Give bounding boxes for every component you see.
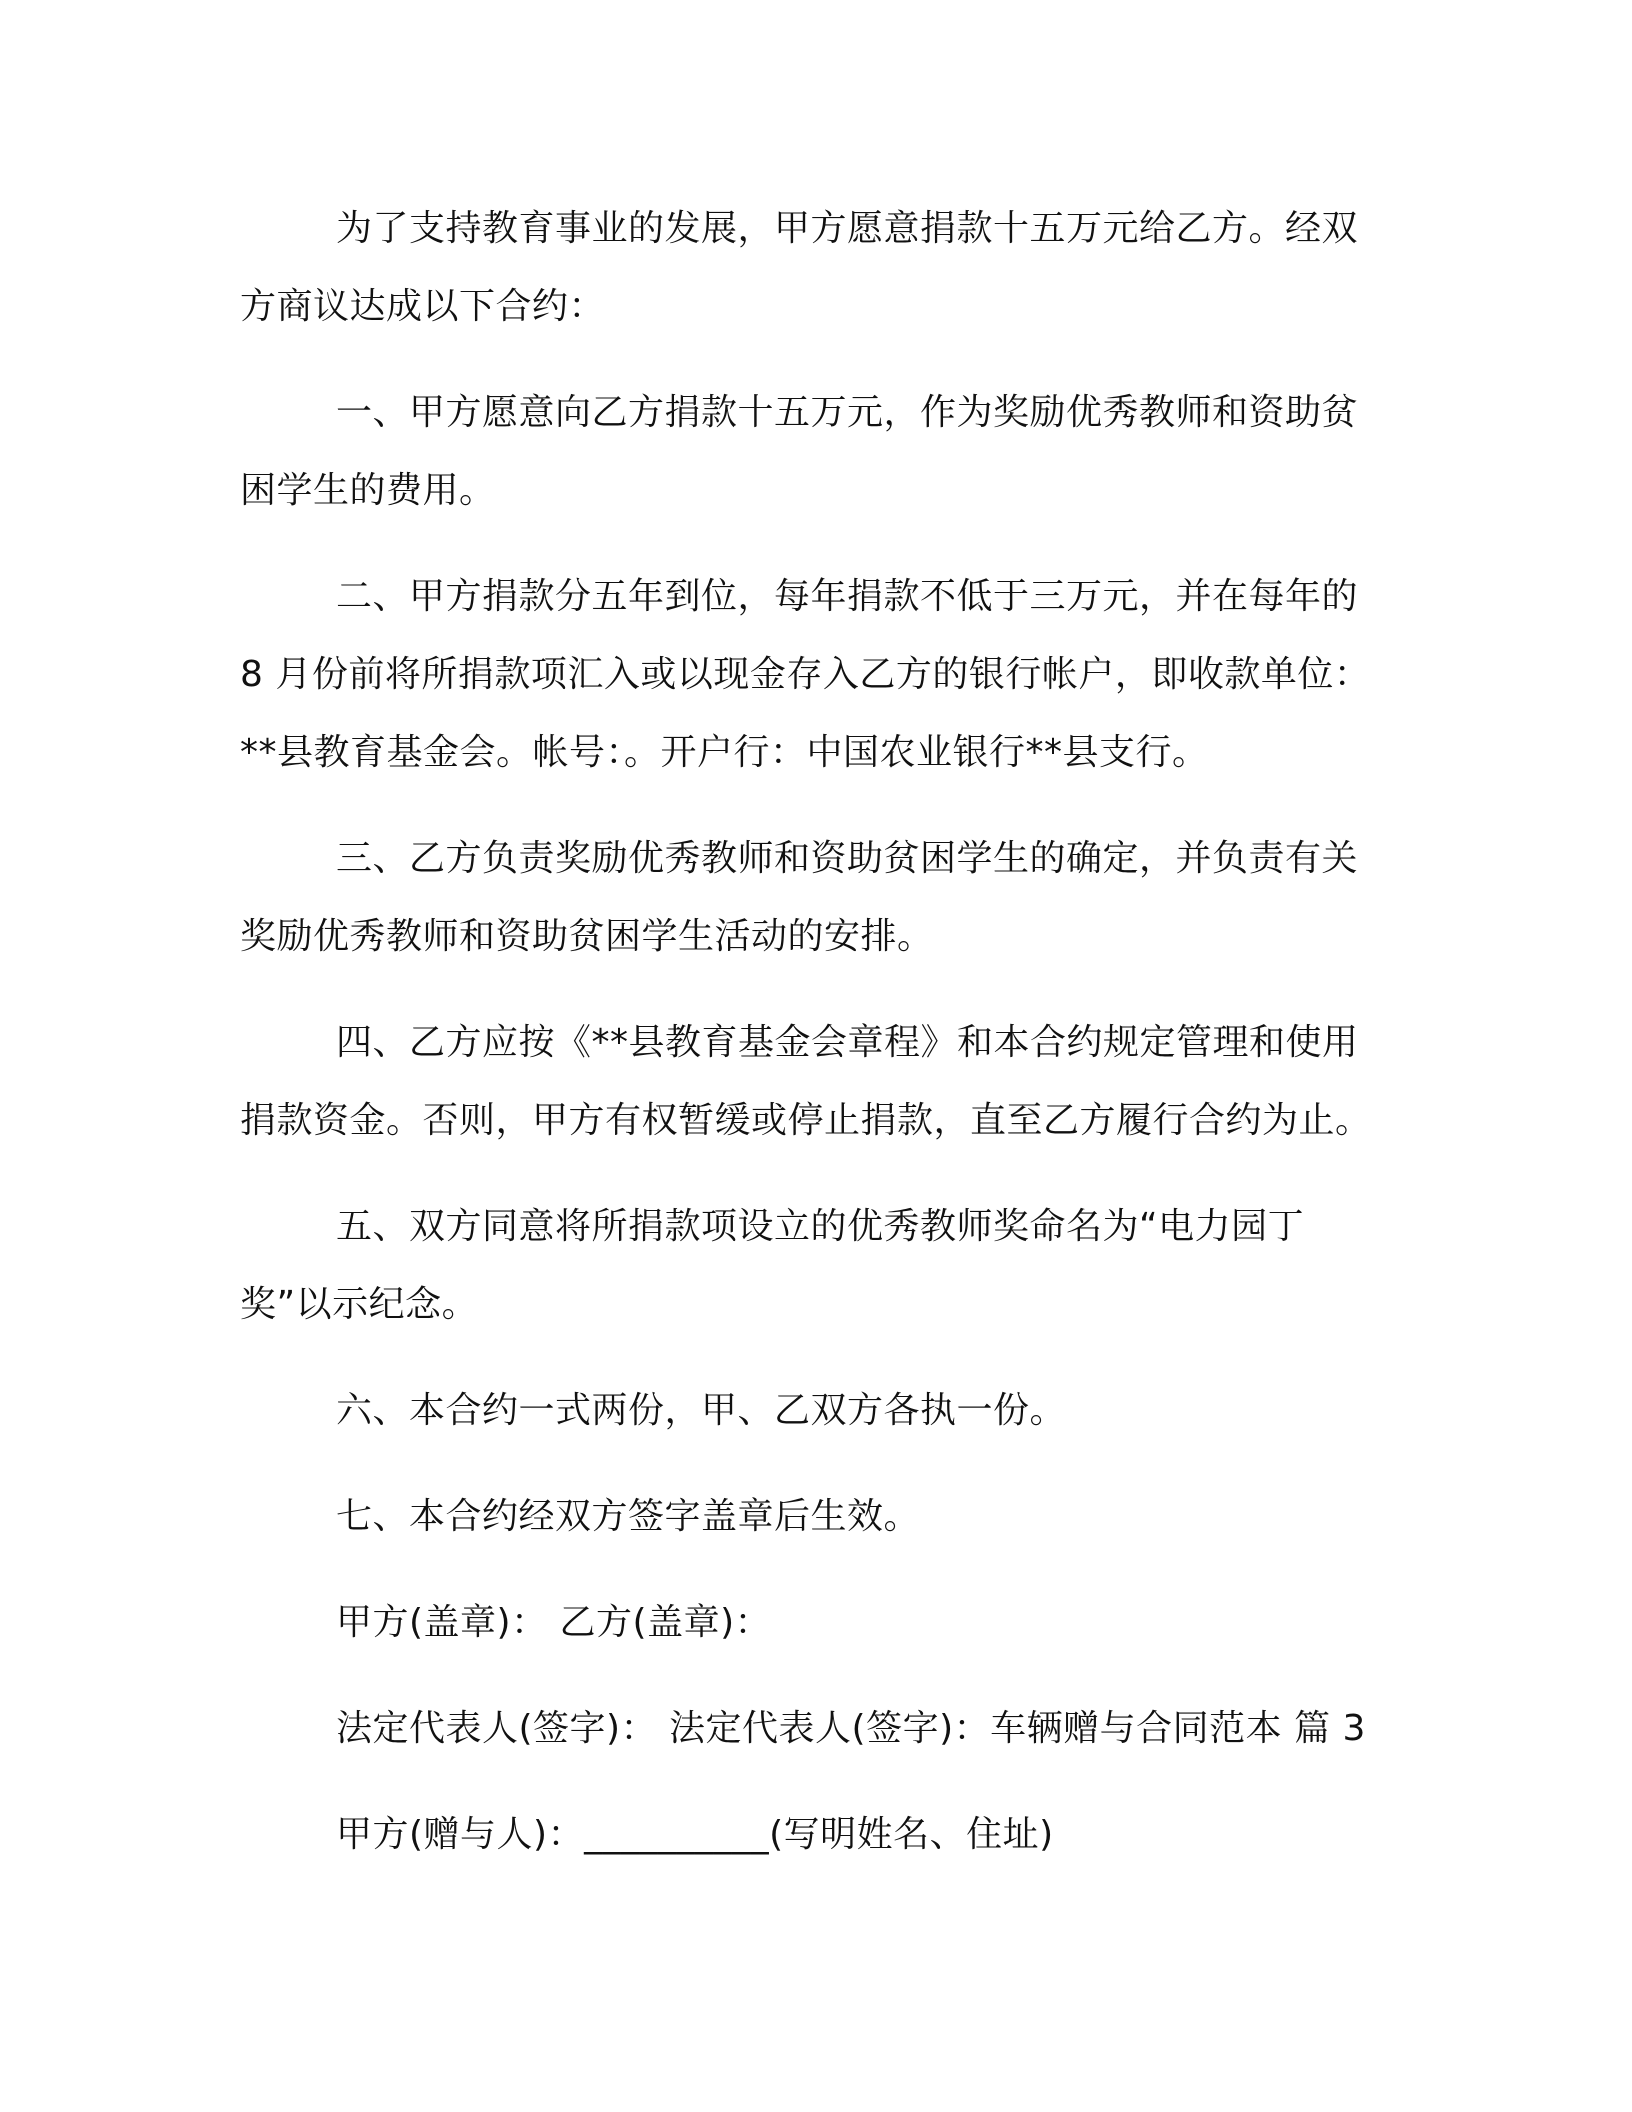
clause-5: 五、双方同意将所捐款项设立的优秀教师奖命名为“电力园丁奖”以示纪念。 xyxy=(240,1206,1305,1325)
clause-4: 四、乙方应按《**县教育基金会章程》和本合约规定管理和使用捐款资金。否则，甲方有权暂缓或停止捐款，直至乙方履行合约为止。 xyxy=(240,1022,1372,1141)
donor-line: 甲方(赠与人)：__________(写明姓名、住址) xyxy=(336,1814,1054,1855)
clause-3: 三、乙方负责奖励优秀教师和资助贫困学生的确定，并负责有关奖励优秀教师和资助贫困学生活动的安排。 xyxy=(240,838,1359,957)
paragraph-intro: 为了支持教育事业的发展，甲方愿意捐款十五万元给乙方。经双方商议达成以下合约： xyxy=(240,208,1359,327)
seal-line: 甲方(盖章)： 乙方(盖章)： xyxy=(336,1602,772,1643)
clause-1: 一、甲方愿意向乙方捐款十五万元，作为奖励优秀教师和资助贫困学生的费用。 xyxy=(240,392,1359,511)
document-body xyxy=(240,190,1380,1902)
signature-line: 法定代表人(签字)： 法定代表人(签字)：车辆赠与合同范本 篇 3 xyxy=(336,1708,1366,1749)
clause-2: 二、甲方捐款分五年到位，每年捐款不低于三万元，并在每年的 8 月份前将所捐款项汇入或以现金存入乙方的银行帐户，即收款单位：**县教育基金会。帐号：。开户行：中国农业银行**县支行。 xyxy=(240,576,1371,773)
clause-7: 七、本合约经双方签字盖章后生效。 xyxy=(336,1496,921,1537)
clause-6: 六、本合约一式两份，甲、乙双方各执一份。 xyxy=(336,1390,1067,1431)
